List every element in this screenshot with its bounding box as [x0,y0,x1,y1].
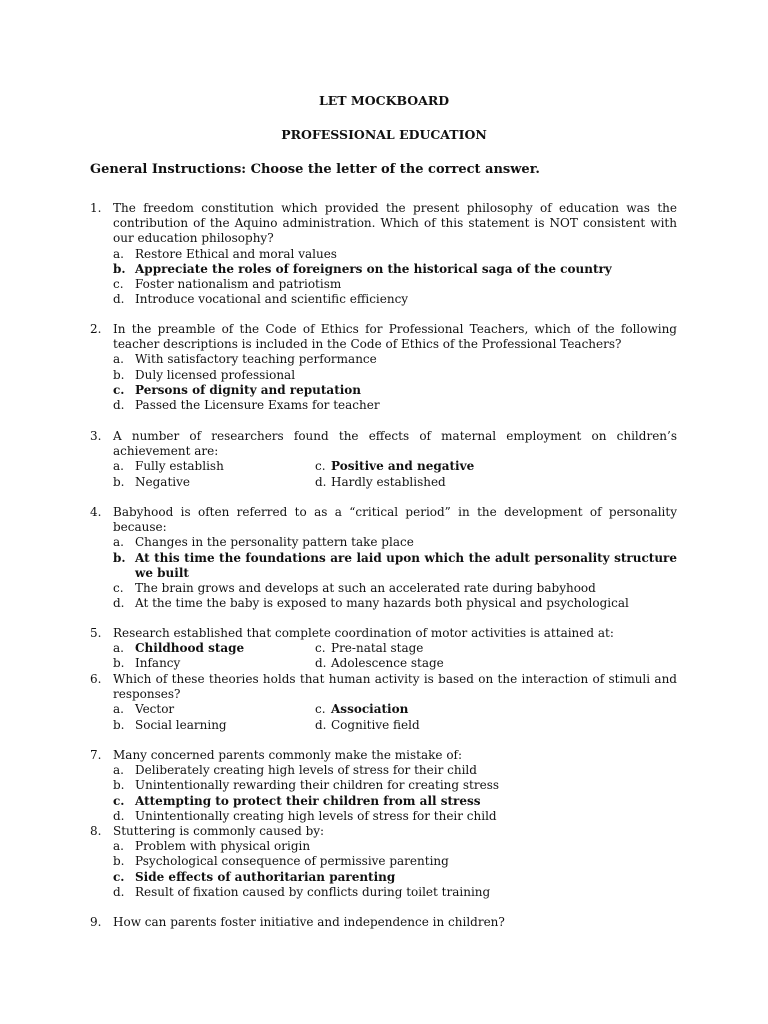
option-c-answer [113,383,677,398]
option-letter: b. [113,550,126,565]
option-letter: a. [113,763,124,778]
option-c-answer [113,870,677,885]
option-text: Positive and negative [331,459,475,474]
question-1 [90,201,677,307]
option-a-answer [113,641,315,656]
option-text: Adolescence stage [331,656,444,671]
document-title: LET MOCKBOARD [318,93,450,108]
option-letter: b. [113,854,125,869]
option-letter: a. [113,352,124,367]
option-text: Pre-natal stage [331,641,424,656]
option-c [113,581,677,596]
option-letter: d. [315,656,327,671]
question-number: 2. [90,322,102,336]
option-d [113,292,677,307]
question-7 [90,748,677,824]
option-text: Childhood stage [135,641,245,656]
option-letter: c. [113,382,125,397]
option-d [315,718,677,733]
option-letter: c. [315,641,326,656]
option-text: Unintentionally rewarding their children for creating stress [135,778,500,793]
question-number: 3. [90,429,102,443]
option-d [315,475,677,490]
option-letter: b. [113,656,125,671]
option-d [315,656,677,671]
question-number: 6. [90,672,102,686]
option-letter: d. [315,717,327,732]
option-text: Cognitive field [331,717,420,732]
option-text: Duly licensed professional [135,367,296,382]
option-b [113,854,677,869]
question-text: In the preamble of the Code of Ethics for Professional Teachers, which of the following teacher descriptions is included in the Code of Ethics of the Professional Teachers? [113,322,677,352]
option-text: Passed the Licensure Exams for teacher [135,398,380,413]
option-text: Deliberately creating high levels of stress for their child [135,763,477,778]
question-9 [90,915,677,930]
question-text: Stuttering is commonly caused by: [113,824,325,838]
option-b [113,368,677,383]
question-text: Many concerned parents commonly make the mistake of: [113,748,463,762]
question-text: The freedom constitution which provided the present philosophy of education was the contribution of the Aquino administration. Which of this statement is NOT consistent with our education philosophy? [113,201,677,246]
question-3 [90,429,677,490]
option-text: Introduce vocational and scientific efficiency [135,292,409,307]
question-number: 8. [90,824,102,838]
option-letter: b. [113,261,126,276]
option-letter: d. [113,596,125,611]
option-letter: b. [113,474,125,489]
option-text: Changes in the personality pattern take place [135,535,414,550]
option-letter: a. [113,641,124,656]
question-2 [90,322,677,413]
option-d [113,596,677,611]
option-text: Attempting to protect their children from all stress [135,793,481,808]
question-6 [90,672,677,733]
option-text: Vector [135,702,175,717]
question-number: 1. [90,201,102,215]
option-letter: d. [113,808,125,823]
option-text: Unintentionally creating high levels of stress for their child [135,808,497,823]
option-b [113,718,315,733]
question-text: A number of researchers found the effects of maternal employment on children’s achievement are: [113,429,677,459]
option-letter: b. [113,367,125,382]
option-b [113,656,315,671]
option-text: Persons of dignity and reputation [135,382,362,397]
question-number: 5. [90,626,102,640]
option-text: Infancy [135,656,181,671]
option-a [113,352,677,367]
option-letter: c. [315,702,326,717]
option-letter: a. [113,246,124,261]
option-a [113,702,315,717]
option-c-answer [315,459,677,474]
option-c-answer [113,794,677,809]
option-letter: d. [113,292,125,307]
option-text: Fully establish [135,459,224,474]
option-b-answer [113,262,677,277]
question-4 [90,505,677,611]
document-subtitle: PROFESSIONAL EDUCATION [281,127,487,142]
option-text: With satisfactory teaching performance [135,352,377,367]
option-text: Foster nationalism and patriotism [135,277,342,292]
question-text: Babyhood is often referred to as a “critical period” in the development of personality because: [113,505,677,535]
question-number: 7. [90,748,102,762]
question-8 [90,824,677,900]
option-a [113,839,677,854]
option-a [113,763,677,778]
option-a [113,535,677,550]
question-text: Research established that complete coordination of motor activities is attained at: [113,626,614,640]
option-letter: c. [113,581,124,596]
option-c [315,641,677,656]
option-b-answer [113,551,677,581]
option-d [113,885,677,900]
option-a [113,459,315,474]
option-text: Association [331,702,409,717]
option-letter: d. [113,884,125,899]
option-text: Side effects of authoritarian parenting [135,869,396,884]
option-letter: c. [113,869,125,884]
option-letter: d. [113,398,125,413]
option-letter: a. [113,702,124,717]
question-text: How can parents foster initiative and independence in children? [113,915,505,929]
option-text: Hardly established [331,474,446,489]
option-letter: b. [113,717,125,732]
option-b [113,475,315,490]
option-text: Psychological consequence of permissive parenting [135,854,449,869]
question-5 [90,626,677,672]
option-letter: c. [113,277,124,292]
option-letter: c. [315,459,326,474]
option-text: The brain grows and develops at such an accelerated rate during babyhood [135,581,596,596]
option-text: At this time the foundations are laid upon which the adult personality structure we built [135,550,677,580]
option-text: At the time the baby is exposed to many hazards both physical and psychological [135,596,629,611]
option-letter: b. [113,778,125,793]
option-text: Problem with physical origin [135,839,311,854]
option-letter: a. [113,839,124,854]
option-d [113,809,677,824]
question-number: 4. [90,505,102,519]
option-c [113,277,677,292]
option-text: Restore Ethical and moral values [135,246,337,261]
option-text: Negative [135,474,190,489]
option-letter: d. [315,474,327,489]
option-text: Appreciate the roles of foreigners on the historical saga of the country [135,261,612,276]
question-text: Which of these theories holds that human activity is based on the interaction of stimuli and responses? [113,672,677,702]
question-number: 9. [90,915,102,929]
option-letter: c. [113,793,125,808]
option-c-answer [315,702,677,717]
option-d [113,398,677,413]
option-b [113,778,677,793]
option-letter: a. [113,535,124,550]
general-instructions: General Instructions: Choose the letter of the correct answer. [90,162,540,177]
option-text: Social learning [135,717,227,732]
option-letter: a. [113,459,124,474]
option-a [113,247,677,262]
option-text: Result of fixation caused by conflicts during toilet training [135,884,491,899]
